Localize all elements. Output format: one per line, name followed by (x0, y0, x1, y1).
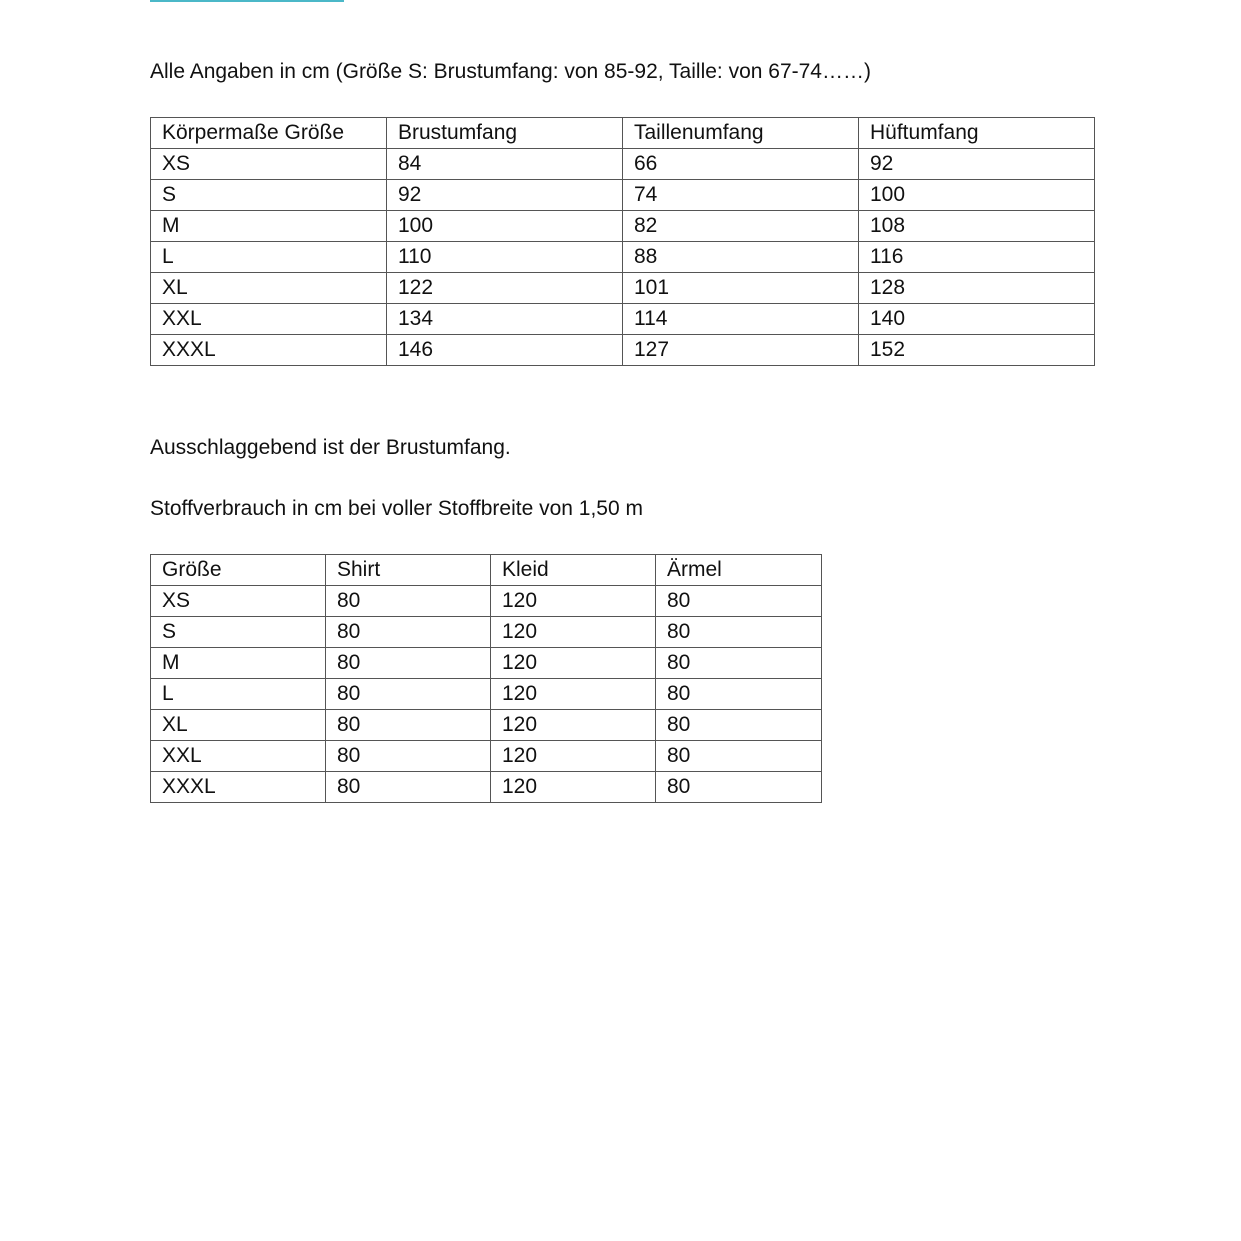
fabric-intro-text: Stoffverbrauch in cm bei voller Stoffbreite von 1,50 m (150, 497, 643, 520)
dress-cell: 120 (491, 586, 656, 617)
size-cell: XXL (151, 741, 326, 772)
sleeve-cell: 80 (656, 586, 822, 617)
hip-cell: 92 (859, 149, 1095, 180)
table-row (151, 710, 822, 741)
hip-cell: 116 (859, 242, 1095, 273)
table-row (151, 617, 822, 648)
size-cell: L (151, 242, 387, 273)
hip-cell: 128 (859, 273, 1095, 304)
hip-cell: 140 (859, 304, 1095, 335)
table-row (151, 679, 822, 710)
header-cell: Brustumfang (387, 118, 623, 149)
table-header-row (151, 555, 822, 586)
size-cell: S (151, 617, 326, 648)
table-header-row (151, 118, 1095, 149)
size-cell: XL (151, 710, 326, 741)
hip-cell: 100 (859, 180, 1095, 211)
sleeve-cell: 80 (656, 710, 822, 741)
dress-cell: 120 (491, 648, 656, 679)
shirt-cell: 80 (326, 648, 491, 679)
size-cell: L (151, 679, 326, 710)
sleeve-cell: 80 (656, 772, 822, 803)
header-cell: Taillenumfang (623, 118, 859, 149)
dress-cell: 120 (491, 679, 656, 710)
header-cell: Kleid (491, 555, 656, 586)
table-row (151, 741, 822, 772)
chest-cell: 146 (387, 335, 623, 366)
shirt-cell: 80 (326, 617, 491, 648)
size-cell: XXXL (151, 335, 387, 366)
sleeve-cell: 80 (656, 679, 822, 710)
chest-cell: 122 (387, 273, 623, 304)
waist-cell: 82 (623, 211, 859, 242)
hip-cell: 108 (859, 211, 1095, 242)
body-measurements-table (150, 117, 1095, 366)
table-row (151, 273, 1095, 304)
shirt-cell: 80 (326, 741, 491, 772)
chest-cell: 110 (387, 242, 623, 273)
size-cell: XXXL (151, 772, 326, 803)
dress-cell: 120 (491, 772, 656, 803)
sleeve-cell: 80 (656, 617, 822, 648)
dress-cell: 120 (491, 710, 656, 741)
table-row (151, 242, 1095, 273)
header-cell: Ärmel (656, 555, 822, 586)
dress-cell: 120 (491, 741, 656, 772)
shirt-cell: 80 (326, 586, 491, 617)
size-cell: XXL (151, 304, 387, 335)
header-cell: Körpermaße Größe (151, 118, 387, 149)
waist-cell: 88 (623, 242, 859, 273)
top-accent-line (150, 0, 344, 2)
waist-cell: 114 (623, 304, 859, 335)
table-row (151, 211, 1095, 242)
table-row (151, 335, 1095, 366)
table-row (151, 586, 822, 617)
size-cell: S (151, 180, 387, 211)
size-cell: M (151, 648, 326, 679)
header-cell: Hüftumfang (859, 118, 1095, 149)
table-row (151, 772, 822, 803)
chest-cell: 134 (387, 304, 623, 335)
hip-cell: 152 (859, 335, 1095, 366)
intro-text: Alle Angaben in cm (Größe S: Brustumfang: von 85-92, Taille: von 67-74……) (150, 60, 871, 83)
header-cell: Shirt (326, 555, 491, 586)
shirt-cell: 80 (326, 679, 491, 710)
waist-cell: 66 (623, 149, 859, 180)
size-cell: XS (151, 149, 387, 180)
sleeve-cell: 80 (656, 741, 822, 772)
dress-cell: 120 (491, 617, 656, 648)
fabric-usage-table (150, 554, 822, 803)
shirt-cell: 80 (326, 772, 491, 803)
table-row (151, 648, 822, 679)
table-row (151, 149, 1095, 180)
size-cell: M (151, 211, 387, 242)
table-row (151, 180, 1095, 211)
size-cell: XL (151, 273, 387, 304)
header-cell: Größe (151, 555, 326, 586)
chest-cell: 92 (387, 180, 623, 211)
note-text: Ausschlaggebend ist der Brustumfang. (150, 436, 511, 459)
waist-cell: 74 (623, 180, 859, 211)
waist-cell: 127 (623, 335, 859, 366)
sleeve-cell: 80 (656, 648, 822, 679)
size-cell: XS (151, 586, 326, 617)
waist-cell: 101 (623, 273, 859, 304)
table-row (151, 304, 1095, 335)
shirt-cell: 80 (326, 710, 491, 741)
chest-cell: 84 (387, 149, 623, 180)
chest-cell: 100 (387, 211, 623, 242)
